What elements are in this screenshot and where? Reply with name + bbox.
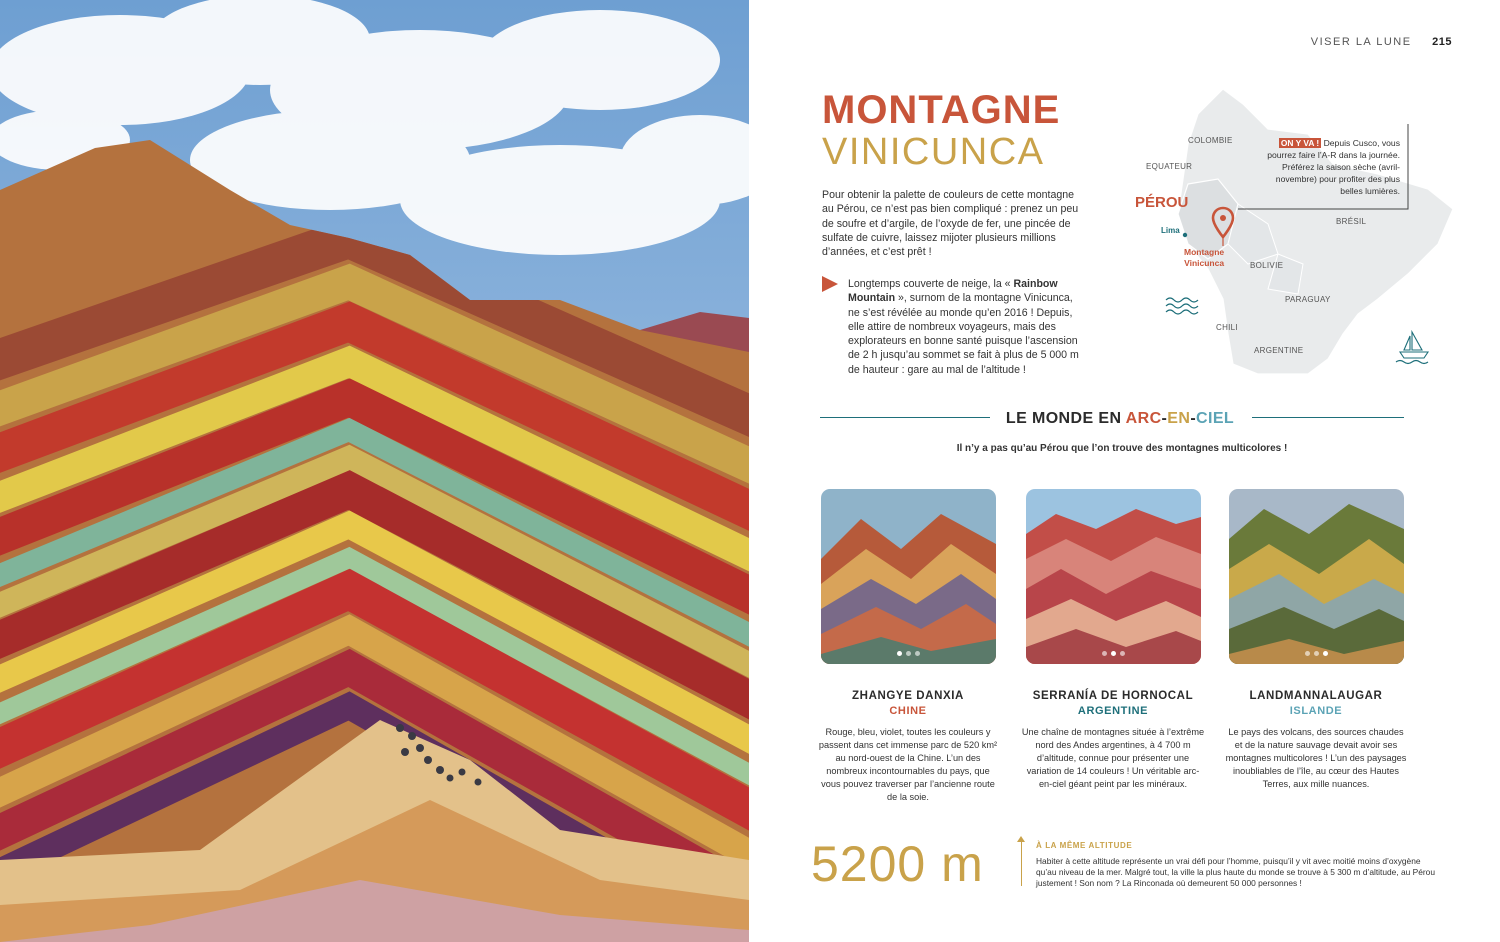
body-paragraph	[848, 277, 1084, 377]
card-description-landmannalaugar: Le pays des volcans, des sources chaudes et de la nature sauvage devait avoir ses montagnes multicolores ! L’un des paysages inoubliables de l’île, au cœur des Hautes Terres, aux mille nuances.	[1225, 727, 1407, 789]
card-image-zhangye	[821, 489, 996, 664]
map-label-bresil: BRÉSIL	[1336, 217, 1367, 226]
tip-badge: ON Y VA !	[1280, 138, 1320, 148]
map-site-line1: Montagne	[1184, 247, 1225, 257]
card-title-hornocal: SERRANÍA DE HORNOCAL	[1032, 690, 1194, 702]
carousel-dot[interactable]	[1111, 651, 1116, 656]
body-text-bold: Rainbow Mountain	[848, 278, 1058, 305]
section-title-arc: ARC	[1125, 410, 1162, 427]
map-label-lima: Lima	[1161, 226, 1180, 235]
card-description-hornocal: Une chaîne de montagnes située à l’extrême nord des Andes argentines, à 4 700 m d’altitude, connue pour présenter une variation de 14 couleurs ! Un véritable arc-en-ciel géant peint par les minéraux.	[1021, 727, 1205, 789]
carousel-dot[interactable]	[897, 651, 902, 656]
travel-tip	[1256, 137, 1400, 197]
section-subtitle: Il n’y a pas qu’au Pérou que l’on trouve des montagnes multicolores !	[956, 443, 1288, 454]
altitude-stat-text: Habiter à cette altitude représente un vrai défi pour l’homme, puisqu’il y vit avec moitié moins d’oxygène qu’au niveau de la mer. Malgré tout, la ville la plus haute du monde se trouve à 5 300 m d’altitude, au Pérou justement ! Son nom ? La Rinconada où demeurent 50 000 personnes !	[1036, 856, 1435, 888]
card-title-zhangye: ZHANGYE DANXIA	[852, 690, 964, 702]
waves-icon	[1166, 298, 1198, 314]
card-image-landmannalaugar	[1229, 489, 1404, 664]
play-arrow-icon	[822, 276, 838, 292]
carousel-dots	[821, 651, 996, 656]
carousel-dot[interactable]	[1305, 651, 1310, 656]
south-america-map	[1128, 84, 1458, 380]
section-title	[998, 410, 1242, 428]
page-title-line1: MONTAGNE	[822, 88, 1061, 132]
card-country-argentine: ARGENTINE	[1077, 705, 1149, 717]
card-country-islande: ISLANDE	[1289, 705, 1343, 717]
section-title-ciel: CIEL	[1196, 410, 1235, 427]
card-image-hornocal	[1026, 489, 1201, 664]
carousel-dots	[1229, 651, 1404, 656]
map-label-argentine: ARGENTINE	[1254, 346, 1304, 355]
carousel-dot[interactable]	[906, 651, 911, 656]
map-label-site	[1184, 247, 1224, 268]
section-title-en: EN	[1167, 410, 1191, 427]
card-title-landmannalaugar: LANDMANNALAUGAR	[1249, 690, 1383, 702]
altitude-stat-label: À LA MÊME ALTITUDE	[1036, 841, 1133, 850]
map-label-bolivie: BOLIVIE	[1250, 261, 1284, 270]
page-title-line2: VINICUNCA	[822, 131, 1045, 173]
map-label-colombie: COLOMBIE	[1188, 136, 1233, 145]
section-title-dash1: -	[1161, 410, 1168, 427]
carousel-dot[interactable]	[1314, 651, 1319, 656]
divider-left	[820, 417, 990, 418]
rainbow-mountain-photo	[0, 0, 749, 942]
carousel-dots	[1026, 651, 1201, 656]
stat-divider	[1021, 840, 1022, 886]
divider-right	[1252, 417, 1404, 418]
intro-paragraph: Pour obtenir la palette de couleurs de cette montagne au Pérou, ce n’est pas bien compliqué : prenez un peu de soufre et d’argile, de l’oxyde de fer, une pincée de sulfate de cuivre, laissez mijoter plusieurs millions d’années, et c’est prêt !	[822, 189, 1079, 259]
map-label-equateur: EQUATEUR	[1146, 162, 1193, 171]
body-text-part2: », surnom de la montagne Vinicunca, ne s’est révélée au monde qu’en 2016 ! Depuis, elle attire de nombreux voyageurs, mais des explorateurs en bonne santé puisque l’ascension de 2 h jusqu’au sommet se fait à plus de 5 000 m de hauteur : gare au mal de l’altitude !	[848, 292, 1079, 376]
carousel-dot[interactable]	[1102, 651, 1107, 656]
card-description-zhangye: Rouge, bleu, violet, toutes les couleurs y passent dans cet immense parc de 520 km² au nord-ouest de la Chine. L’un des nombreux incontournables du pays, que vous pouvez traverser par l’ancienne route de la soie.	[818, 727, 998, 802]
map-site-line2: Vinicunca	[1184, 257, 1225, 268]
carousel-dot[interactable]	[915, 651, 920, 656]
carousel-dot[interactable]	[1120, 651, 1125, 656]
map-label-perou: PÉROU	[1135, 194, 1189, 211]
section-title-part1: LE MONDE EN	[1005, 410, 1126, 427]
carousel-dot[interactable]	[1323, 651, 1328, 656]
tip-text: Depuis Cusco, vous pourrez faire l’A-R dans la journée. Préférez la saison sèche (avril-novembre) pour profiter des plus belles lumières.	[1267, 138, 1400, 196]
body-text-part1: Longtemps couverte de neige, la «	[848, 278, 1014, 290]
map-label-chili: CHILI	[1216, 323, 1238, 332]
card-country-chine: CHINE	[889, 705, 927, 717]
section-title-dash2: -	[1190, 410, 1197, 427]
altitude-stat-value: 5200 m	[811, 836, 984, 892]
running-header	[1311, 36, 1452, 48]
sailboat-icon	[1396, 332, 1428, 364]
page-number: 215	[1432, 36, 1452, 48]
map-label-paraguay: PARAGUAY	[1285, 295, 1331, 304]
running-header-section: VISER LA LUNE	[1310, 36, 1412, 48]
